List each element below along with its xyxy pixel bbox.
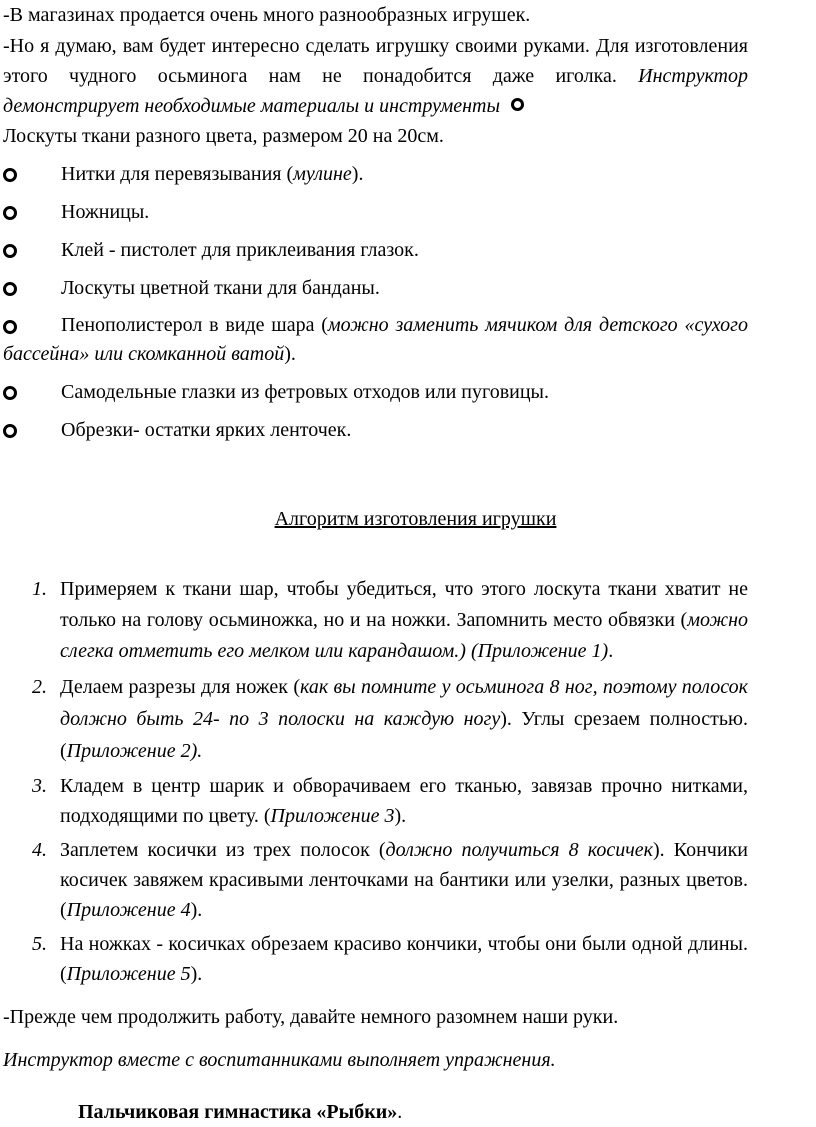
- list-item: Обрезки- остатки ярких ленточек.: [3, 415, 748, 445]
- algorithm-heading: Алгоритм изготовления игрушки: [274, 508, 557, 530]
- instructor-exercise-note: Инструктор вместе с воспитанниками выполняет упражнения.: [3, 1049, 556, 1071]
- instructor-note: Инструктор демонстрирует необходимые материалы и инструменты: [3, 65, 748, 117]
- steps-list: [3, 574, 748, 989]
- intro-text-2: -Но я думаю, вам будет интересно сделать игрушку своими руками. Для изготовления этого чудного осьминога нам не понадобится даже иголка.: [3, 35, 748, 87]
- intro-text-1: -В магазинах продается очень много разнообразных игрушек.: [3, 4, 531, 26]
- list-item: Нитки для перевязывания (мулине).: [3, 159, 748, 189]
- step-item: 5. На ножках - косичках обрезаем красиво кончики, чтобы они были одной длины. (Приложение 5).: [32, 933, 748, 985]
- step-item: 2. Делаем разрезы для ножек (как вы помните у осьминога 8 ног, поэтому полосок должно быть 24- по 3 полоски на каждую ногу). Углы срезаем полностью. (Приложение 2).: [32, 676, 748, 762]
- list-item: Лоскуты цветной ткани для банданы.: [3, 273, 748, 303]
- step-item: 1. Примеряем к ткани шар, чтобы убедиться, что этого лоскута ткани хватит не только на голову осьминожка, но и на ножки. Запомнить место обвязки (можно слегка отметить его мелком или карандашом.) (Приложение 1).: [32, 578, 748, 662]
- list-item: Пенополистерол в виде шара (можно заменить мячиком для детского «сухого бассейна» или скомканной ватой).: [3, 314, 748, 365]
- bullet-icon: [3, 206, 17, 220]
- step-item: 4. Заплетем косички из трех полосок (должно получиться 8 косичек). Кончики косичек завяжем красивыми ленточками на бантики или узелки, разных цветов. (Приложение 4).: [32, 839, 748, 921]
- bullet-icon: [511, 98, 524, 111]
- materials-list: [3, 159, 748, 445]
- gymnastics-title: Пальчиковая гимнастика «Рыбки».: [78, 1101, 403, 1123]
- list-item: Ножницы.: [3, 197, 748, 227]
- materials-first-item: Лоскуты ткани разного цвета, размером 20 на 20см.: [3, 125, 444, 147]
- step-item: 3. Кладем в центр шарик и обворачиваем его тканью, завязав прочно нитками, подходящими по цвету. (Приложение 3).: [32, 775, 748, 827]
- bullet-icon: [3, 386, 17, 400]
- bullet-icon: [3, 168, 17, 182]
- bullet-icon: [3, 424, 17, 438]
- intro-paragraph-1: [3, 0, 748, 30]
- intro-paragraph-2: [3, 31, 748, 151]
- list-item: Клей - пистолет для приклеивания глазок.: [3, 235, 748, 265]
- transition-paragraph: -Прежде чем продолжить работу, давайте немного разомнем наши руки.: [3, 1006, 619, 1028]
- bullet-icon: [3, 244, 17, 258]
- list-item: Самодельные глазки из фетровых отходов или пуговицы.: [3, 377, 748, 407]
- bullet-icon: [3, 282, 17, 296]
- bullet-icon: [3, 320, 17, 334]
- document-page: [3, 0, 748, 1127]
